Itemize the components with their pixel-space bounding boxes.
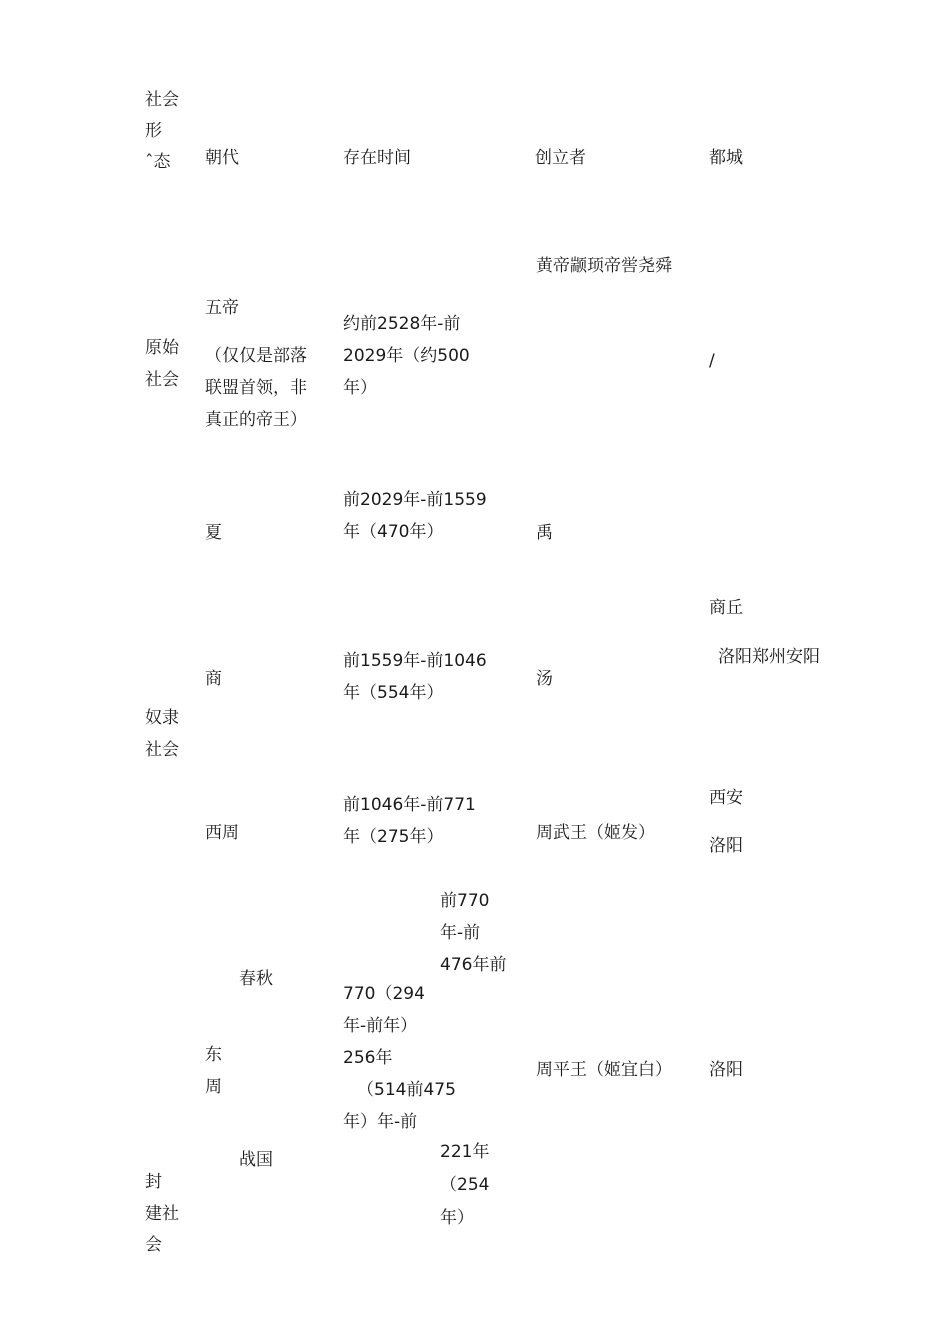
time-line: 年（275年） [343, 827, 444, 847]
dynasty-wudi-name: 五帝 [205, 298, 239, 318]
time-line: 年（554年） [343, 683, 444, 703]
founder-xizhou: 周武王（姬发） [536, 823, 655, 843]
time-line: 约前2528年-前 [343, 314, 461, 334]
dynasty-wudi-note [205, 340, 307, 436]
social-form-line: 奴隶 [145, 708, 179, 728]
time-line: 770（294 [343, 984, 425, 1004]
header-dynasty: 朝代 [205, 148, 239, 168]
note-line: 真正的帝王） [205, 410, 307, 430]
capital-xizhou-1: 西安 [709, 788, 743, 808]
capital-shang-1: 商丘 [709, 598, 743, 618]
founder-shang: 汤 [536, 669, 553, 689]
social-form-slave [145, 702, 179, 766]
time-line: 前1559年-前1046 [343, 651, 487, 671]
dynasty-name-line: 东 [205, 1045, 222, 1065]
header-social-form-line: ˆ态 [145, 152, 171, 172]
time-shang [343, 645, 487, 709]
social-form-line: 建社 [145, 1204, 179, 1224]
founder-dongzhou: 周平王（姬宜白） [536, 1060, 672, 1080]
dynasty-xizhou-name: 西周 [205, 823, 239, 843]
header-duration: 存在时间 [343, 148, 411, 168]
dynasty-name-line: 周 [205, 1077, 222, 1097]
time-line: （254 [440, 1175, 490, 1195]
capital-xizhou-2: 洛阳 [709, 836, 743, 856]
time-line: 年（470年） [343, 522, 444, 542]
social-form-feudal [145, 1166, 179, 1260]
header-social-form-line: 社会 [145, 90, 179, 110]
dynasty-dongzhou-name [205, 1039, 222, 1103]
time-line: 前770 [440, 891, 490, 911]
header-capital: 都城 [709, 148, 743, 168]
time-xia [343, 484, 487, 548]
time-line: 年） [343, 378, 377, 398]
time-line: 2029年（约500 [343, 346, 470, 366]
time-line: 年）年-前 [343, 1112, 418, 1132]
time-line: 476年前 [440, 955, 507, 975]
time-line: 221年 [440, 1142, 490, 1162]
time-chunqiu-right [440, 885, 506, 981]
time-line: 前2029年-前1559 [343, 490, 487, 510]
time-line: 年-前年） [343, 1016, 418, 1036]
time-xizhou [343, 789, 476, 853]
social-form-line: 封 [145, 1172, 162, 1192]
time-wudi [343, 308, 470, 404]
social-form-line: 社会 [145, 370, 179, 390]
social-form-line: 会 [145, 1235, 162, 1255]
period-zhanguo: 战国 [239, 1150, 273, 1170]
header-founder: 创立者 [535, 148, 586, 168]
note-line: 联盟首领，非 [205, 378, 307, 398]
time-line: 前1046年-前771 [343, 795, 476, 815]
social-form-line: 原始 [145, 338, 179, 358]
time-line: 年） [440, 1208, 474, 1228]
time-line: 256年 [343, 1048, 393, 1068]
time-line: （514前475 [357, 1080, 456, 1100]
dynasty-shang-name: 商 [205, 669, 222, 689]
dynasty-xia-name: 夏 [205, 523, 222, 543]
time-line: 年-前 [440, 923, 481, 943]
founder-xia: 禹 [536, 523, 553, 543]
note-line: （仅仅是部落 [205, 346, 307, 366]
header-social-form-line: 形 [145, 121, 162, 141]
period-chunqiu: 春秋 [239, 969, 273, 989]
social-form-primitive [145, 332, 179, 396]
capital-dongzhou: 洛阳 [709, 1060, 743, 1080]
time-dongzhou-left [343, 978, 456, 1138]
capital-shang-2: 洛阳郑州安阳 [718, 647, 820, 667]
header-social-form [145, 85, 179, 178]
founder-wudi: 黄帝颛顼帝喾尧舜 [536, 256, 672, 276]
capital-wudi: / [709, 351, 715, 371]
social-form-line: 社会 [145, 740, 179, 760]
time-zhanguo-right [440, 1136, 489, 1234]
